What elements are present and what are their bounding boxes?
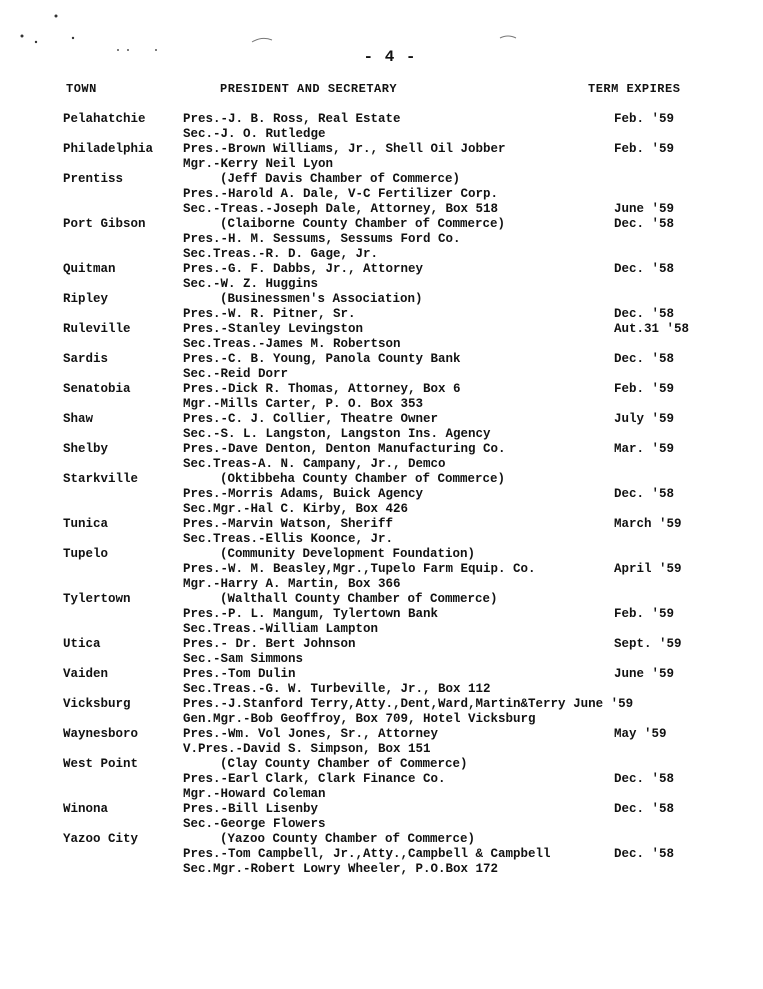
directory-line [0,652,763,667]
officer-entry: Sec.Mgr.-Hal C. Kirby, Box 426 [183,502,409,516]
term-expires: July '59 [614,412,675,426]
directory-line [0,247,763,262]
term-expires: Aut.31 '58 [614,322,690,336]
term-expires: April '59 [614,562,682,576]
directory-line [0,622,763,637]
directory-line [0,232,763,247]
organization-name: (Clay County Chamber of Commerce) [220,757,468,771]
town-name: Tylertown [63,592,131,606]
term-expires: March '59 [614,517,682,531]
directory-line [0,217,763,232]
town-name: Utica [63,637,101,651]
officer-entry: Sec.-W. Z. Huggins [183,277,319,291]
term-expires: June '59 [614,667,675,681]
directory-line [0,772,763,787]
officer-entry: Sec.Treas.-R. D. Gage, Jr. [183,247,379,261]
officer-entry: Pres.-Bill Lisenby [183,802,319,816]
directory-line [0,517,763,532]
term-expires: Sept. '59 [614,637,682,651]
officer-entry: Pres.-C. J. Collier, Theatre Owner [183,412,439,426]
town-name: Ripley [63,292,109,306]
directory-line [0,127,763,142]
town-name: Starkville [63,472,139,486]
officer-entry: Pres.-J. B. Ross, Real Estate [183,112,401,126]
directory-line [0,277,763,292]
directory-line [0,712,763,727]
term-expires: Feb. '59 [614,607,675,621]
directory-line [0,172,763,187]
directory-line [0,502,763,517]
town-name: Shaw [63,412,94,426]
officer-entry: Sec.-Treas.-Joseph Dale, Attorney, Box 518 [183,202,499,216]
column-header-term-expires: TERM EXPIRES [588,82,681,96]
officer-entry: Pres.-Brown Williams, Jr., Shell Oil Jobber [183,142,506,156]
officer-entry: Pres.-Morris Adams, Buick Agency [183,487,424,501]
term-expires: Dec. '58 [614,352,675,366]
column-header-town: TOWN [66,82,97,96]
directory-line [0,427,763,442]
speck [35,41,37,43]
officer-entry: Pres.-Wm. Vol Jones, Sr., Attorney [183,727,439,741]
term-expires: Dec. '58 [614,802,675,816]
directory-line [0,562,763,577]
speck [21,35,24,38]
organization-name: (Businessmen's Association) [220,292,423,306]
officer-entry: Pres.-Earl Clark, Clark Finance Co. [183,772,446,786]
organization-name: (Oktibbeha County Chamber of Commerce) [220,472,506,486]
speck [155,49,157,51]
directory-line [0,187,763,202]
town-name: Yazoo City [63,832,139,846]
officer-entry: Pres.-W. R. Pitner, Sr. [183,307,356,321]
town-name: Tunica [63,517,109,531]
speck [55,15,58,18]
officer-entry: Sec.Mgr.-Robert Lowry Wheeler, P.O.Box 172 [183,862,499,876]
directory-line [0,532,763,547]
directory-line [0,397,763,412]
officer-entry: Sec.-J. O. Rutledge [183,127,326,141]
column-header-president-secretary: PRESIDENT AND SECRETARY [220,82,398,96]
term-expires: Dec. '58 [614,487,675,501]
town-name: Waynesboro [63,727,139,741]
officer-entry: Gen.Mgr.-Bob Geoffroy, Box 709, Hotel Vicksburg [183,712,536,726]
directory-line [0,412,763,427]
term-expires: Dec. '58 [614,217,675,231]
directory-line [0,667,763,682]
directory-line [0,727,763,742]
term-expires: Feb. '59 [614,112,675,126]
officer-entry: Pres.-G. F. Dabbs, Jr., Attorney [183,262,424,276]
officer-entry: Pres.-Tom Campbell, Jr.,Atty.,Campbell & Campbell [183,847,551,861]
term-expires: Dec. '58 [614,307,675,321]
term-expires: Dec. '58 [614,772,675,786]
term-expires: Mar. '59 [614,442,675,456]
term-expires: Dec. '58 [614,262,675,276]
officer-entry: Pres.-W. M. Beasley,Mgr.,Tupelo Farm Equip. Co. [183,562,536,576]
officer-entry: Sec.-Sam Simmons [183,652,304,666]
officer-entry: Sec.Treas.-James M. Robertson [183,337,401,351]
officer-entry: Pres.-Tom Dulin [183,667,296,681]
town-name: Prentiss [63,172,124,186]
officer-entry: Pres.-P. L. Mangum, Tylertown Bank [183,607,439,621]
organization-name: (Claiborne County Chamber of Commerce) [220,217,506,231]
officer-entry: Pres.-Marvin Watson, Sheriff [183,517,394,531]
officer-entry: Mgr.-Mills Carter, P. O. Box 353 [183,397,424,411]
officer-entry: Pres.- Dr. Bert Johnson [183,637,356,651]
directory-line [0,352,763,367]
term-expires: Feb. '59 [614,382,675,396]
officer-entry: Pres.-Stanley Levingston [183,322,364,336]
officer-entry: Mgr.-Kerry Neil Lyon [183,157,334,171]
officer-entry: Pres.-J.Stanford Terry,Atty.,Dent,Ward,Martin&Terry June '59 [183,697,634,711]
directory-line [0,142,763,157]
directory-line [0,817,763,832]
directory-line [0,547,763,562]
town-name: Sardis [63,352,109,366]
directory-line [0,337,763,352]
directory-line [0,847,763,862]
town-name: Senatobia [63,382,131,396]
town-name: Winona [63,802,109,816]
officer-entry: Sec.Treas-A. N. Campany, Jr., Demco [183,457,446,471]
officer-entry: Sec.Treas.-G. W. Turbeville, Jr., Box 112 [183,682,491,696]
directory-line [0,697,763,712]
page-number: - 4 - [363,48,417,66]
officer-entry: Pres.-Dave Denton, Denton Manufacturing Co. [183,442,506,456]
town-name: Vaiden [63,667,109,681]
town-name: Port Gibson [63,217,146,231]
term-expires: May '59 [614,727,667,741]
speck [127,49,129,51]
officer-entry: Sec.Treas.-Ellis Koonce, Jr. [183,532,394,546]
directory-line [0,367,763,382]
officer-entry: Pres.-H. M. Sessums, Sessums Ford Co. [183,232,461,246]
directory-line [0,802,763,817]
directory-line [0,322,763,337]
scan-mark [252,38,272,42]
directory-line [0,757,763,772]
directory-line [0,457,763,472]
term-expires: Dec. '58 [614,847,675,861]
directory-line [0,832,763,847]
directory-line [0,742,763,757]
officer-entry: Sec.-George Flowers [183,817,326,831]
speck [72,37,74,39]
officer-entry: Sec.-Reid Dorr [183,367,289,381]
town-name: Quitman [63,262,116,276]
directory-line [0,607,763,622]
speck [117,49,119,51]
directory-line [0,577,763,592]
organization-name: (Walthall County Chamber of Commerce) [220,592,498,606]
directory-line [0,292,763,307]
town-name: Pelahatchie [63,112,146,126]
town-name: West Point [63,757,139,771]
directory-line [0,472,763,487]
term-expires: Feb. '59 [614,142,675,156]
officer-entry: Mgr.-Harry A. Martin, Box 366 [183,577,401,591]
officer-entry: V.Pres.-David S. Simpson, Box 151 [183,742,431,756]
town-name: Ruleville [63,322,131,336]
officer-entry: Pres.-Dick R. Thomas, Attorney, Box 6 [183,382,461,396]
directory-line [0,382,763,397]
officer-entry: Pres.-C. B. Young, Panola County Bank [183,352,461,366]
organization-name: (Community Development Foundation) [220,547,476,561]
directory-list [0,112,763,877]
officer-entry: Sec.Treas.-William Lampton [183,622,379,636]
term-expires: June '59 [614,202,675,216]
officer-entry: Sec.-S. L. Langston, Langston Ins. Agency [183,427,491,441]
directory-line [0,112,763,127]
directory-line [0,787,763,802]
directory-line [0,442,763,457]
directory-line [0,157,763,172]
directory-line [0,682,763,697]
directory-line [0,592,763,607]
town-name: Vicksburg [63,697,131,711]
officer-entry: Mgr.-Howard Coleman [183,787,326,801]
organization-name: (Jeff Davis Chamber of Commerce) [220,172,461,186]
town-name: Shelby [63,442,109,456]
scan-mark [500,36,516,38]
officer-entry: Pres.-Harold A. Dale, V-C Fertilizer Corp. [183,187,499,201]
town-name: Tupelo [63,547,109,561]
organization-name: (Yazoo County Chamber of Commerce) [220,832,476,846]
directory-line [0,637,763,652]
directory-line [0,202,763,217]
directory-line [0,307,763,322]
directory-line [0,487,763,502]
directory-line [0,262,763,277]
town-name: Philadelphia [63,142,154,156]
directory-line [0,862,763,877]
